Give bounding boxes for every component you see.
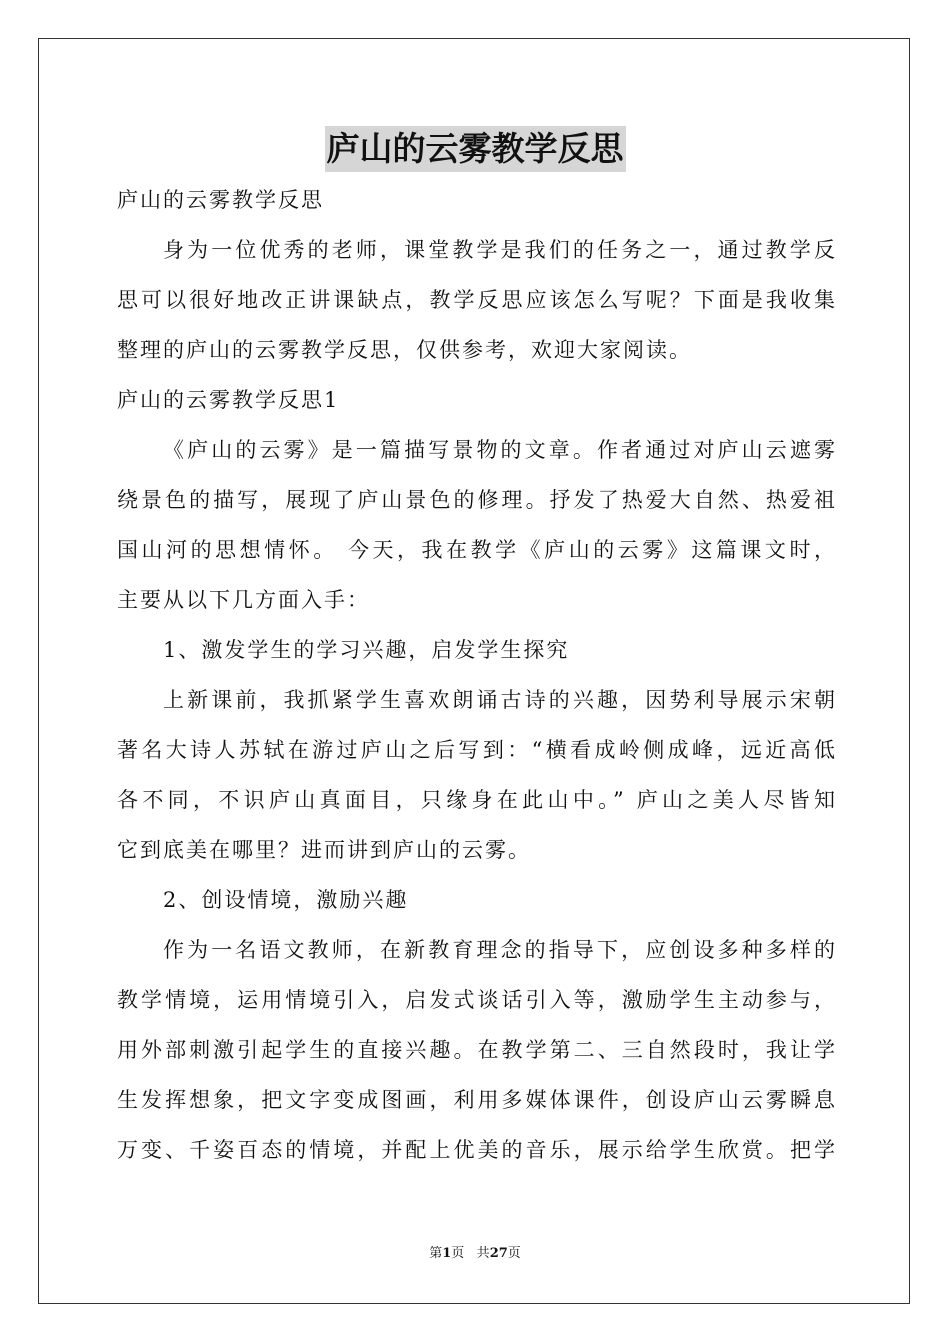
text-line: 它到底美在哪里？进而讲到庐山的云雾。 [117, 838, 531, 862]
line-spacer [117, 920, 837, 930]
text-line: 作为一名语文教师，在新教育理念的指导下，应创设多种多样的 [163, 938, 837, 962]
text-line: 上新课前，我抓紧学生喜欢朗诵古诗的兴趣，因势利导展示宋朝 [163, 688, 837, 712]
footer-current-page: 1 [442, 1246, 452, 1261]
text-line: 主要从以下几方面入手： [117, 588, 370, 612]
document-body [117, 180, 837, 1170]
page-footer [0, 1244, 950, 1264]
line-spacer [117, 670, 837, 680]
line-spacer [117, 870, 837, 880]
title-container [0, 126, 950, 172]
text-line: 各不同，不识庐山真面目，只缘身在此山中。” 庐山之美人尽皆知 [117, 788, 837, 812]
line-spacer [117, 370, 837, 380]
line-spacer [117, 470, 837, 480]
line-spacer [117, 270, 837, 280]
text-line: 生发挥想象，把文字变成图画，利用多媒体课件，创设庐山云雾瞬息 [117, 1088, 837, 1112]
line-spacer [117, 1070, 837, 1080]
text-line: 国山河的思想情怀。 今天，我在教学《庐山的云雾》这篇课文时， [117, 538, 837, 562]
line-spacer [117, 970, 837, 980]
text-line: 绕景色的描写，展现了庐山景色的修理。抒发了热爱大自然、热爱祖 [117, 488, 837, 512]
line-spacer [117, 220, 837, 230]
text-line: 庐山的云雾教学反思1 [117, 388, 340, 412]
line-spacer [117, 1120, 837, 1130]
text-line: 身为一位优秀的老师，课堂教学是我们的任务之一，通过教学反 [163, 238, 837, 262]
document-title: 庐山的云雾教学反思 [325, 126, 626, 172]
text-line: 1、激发学生的学习兴趣，启发学生探究 [163, 638, 570, 662]
line-spacer [117, 320, 837, 330]
text-line: 用外部刺激引起学生的直接兴趣。在教学第二、三自然段时，我让学 [117, 1038, 837, 1062]
line-spacer [117, 520, 837, 530]
line-spacer [117, 620, 837, 630]
text-line: 思可以很好地改正讲课缺点，教学反思应该怎么写呢？下面是我收集 [117, 288, 837, 312]
line-spacer [117, 570, 837, 580]
line-spacer [117, 820, 837, 830]
text-line: 万变、千姿百态的情境，并配上优美的音乐，展示给学生欣赏。把学 [117, 1138, 837, 1162]
text-line: 著名大诗人苏轼在游过庐山之后写到：“横看成岭侧成峰，远近高低 [117, 738, 837, 762]
footer-page-prefix: 第 [429, 1246, 443, 1261]
footer-total-pages: 27 [489, 1246, 508, 1261]
text-line: 《庐山的云雾》是一篇描写景物的文章。作者通过对庐山云遮雾 [163, 438, 837, 462]
line-spacer [117, 720, 837, 730]
footer-page-word: 页 [451, 1246, 465, 1261]
text-line: 庐山的云雾教学反思 [117, 188, 324, 212]
text-line: 整理的庐山的云雾教学反思，仅供参考，欢迎大家阅读。 [117, 338, 692, 362]
line-spacer [117, 770, 837, 780]
text-line: 2、创设情境，激励兴趣 [163, 888, 409, 912]
footer-total-suffix: 页 [507, 1246, 521, 1261]
line-spacer [117, 1020, 837, 1030]
line-spacer [117, 420, 837, 430]
text-line: 教学情境，运用情境引入，启发式谈话引入等，激励学生主动参与， [117, 988, 837, 1012]
footer-total-prefix: 共 [476, 1246, 490, 1261]
